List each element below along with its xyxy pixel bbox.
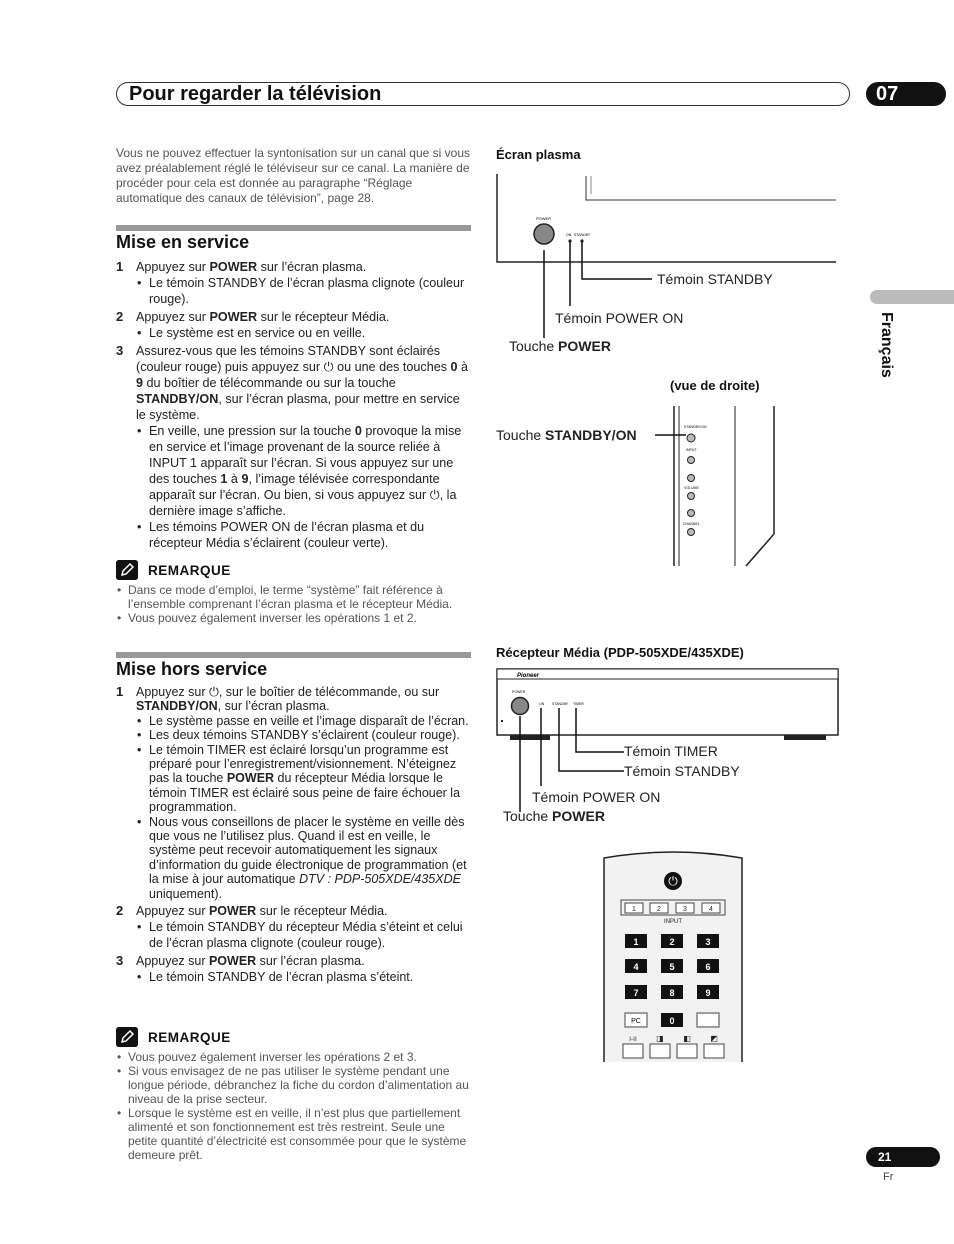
bullet: • Nous vous conseillons de placer le système en veille dès que vous ne l’utilisez plus. Quand il est en veille, le système peut recevoir automatiquement les signaux d’information du guide électronique de programmation (et la mise à jour automatique DTV : PDP-505XDE/435XDE uniquement). xyxy=(136,815,472,901)
svg-text:STANDBY: STANDBY xyxy=(574,233,591,237)
power-icon: ⏻ xyxy=(668,874,678,888)
pencil-icon xyxy=(116,1027,138,1047)
svg-text:ON: ON xyxy=(539,702,545,706)
svg-text:ON: ON xyxy=(566,233,572,237)
step-number: 2 xyxy=(116,309,124,324)
svg-text:PC: PC xyxy=(631,1018,641,1025)
step-number: 3 xyxy=(116,343,124,358)
section-title-mise-en-service: Mise en service xyxy=(116,232,250,252)
svg-text:POWER: POWER xyxy=(512,690,526,694)
section-rule xyxy=(116,652,471,658)
svg-text:6: 6 xyxy=(705,962,711,972)
step-3: 3 Assurez-vous que les témoins STANDBY sont éclairés (couleur rouge) puis appuyez sur ⏻ ou une des touches 0 à 9 du boîtier de télécommande ou sur la touche STANDBY/ON, sur l’écran plasma, pour mettre en service le système. • En veille, une pression sur la touche 0 provoque la mise en service et l’image provenant de la source reliée à INPUT 1 apparaît sur l’écran. Si vous appuyez sur une des touches 1 à 9, l’image télévisée correspondante apparaît sur l’écran. Ou bien, si vous appuyez sur ⏻, la dernière image s’affiche. • Les témoins POWER ON de l’écran plasma et du récepteur Média s’éclairent (couleur verte). xyxy=(116,343,472,551)
bullet: • Les deux témoins STANDBY s’éclairent (couleur rouge). xyxy=(136,728,472,742)
label-timer: Témoin TIMER xyxy=(624,743,718,759)
header-bar xyxy=(116,82,850,106)
page-number: 21 xyxy=(866,1147,940,1167)
label-touche-power-receiver: Touche POWER xyxy=(503,808,605,824)
bullet: • En veille, une pression sur la touche 0 provoque la mise en service et l’image provenant de la source reliée à INPUT 1 apparaît sur l’écran. Si vous appuyez sur une des touches 1 à 9, l’image télévisée correspondante apparaît sur l’écran. Ou bien, si vous appuyez sur ⏻, la dernière image s’affiche. xyxy=(136,423,472,519)
section-title-mise-hors-service: Mise hors service xyxy=(116,659,268,679)
svg-text:3: 3 xyxy=(683,906,687,913)
power-icon: ⏻ xyxy=(429,488,440,502)
right-view-caption: (vue de droite) xyxy=(670,378,760,393)
svg-text:I-II: I-II xyxy=(629,1036,637,1043)
section-rule xyxy=(116,225,471,231)
step-1: 1 Appuyez sur POWER sur l’écran plasma. • Le témoin STANDBY de l’écran plasma clignote (couleur rouge). xyxy=(116,259,472,307)
label-touche-power: Touche POWER xyxy=(509,338,611,354)
svg-text:INPUT: INPUT xyxy=(686,448,697,452)
svg-text:0: 0 xyxy=(669,1016,675,1026)
language-label: Français xyxy=(878,312,895,378)
note-item: • Vous pouvez également inverser les opérations 1 et 2. xyxy=(116,611,474,625)
bullet: • Le système est en service ou en veille. xyxy=(136,325,472,341)
step-number: 1 xyxy=(116,259,124,274)
step-3: 3 Appuyez sur POWER sur l’écran plasma. • Le témoin STANDBY de l’écran plasma s’éteint. xyxy=(116,953,472,985)
bullet: • Les témoins POWER ON de l’écran plasma et du récepteur Média s’éclairent (couleur verte). xyxy=(136,519,472,551)
power-icon: ⏻ xyxy=(323,360,334,374)
notes-list xyxy=(116,583,474,625)
pencil-icon xyxy=(116,560,138,580)
svg-text:2: 2 xyxy=(669,937,675,947)
chapter-number: 07 xyxy=(866,82,946,106)
steps-mise-en-service xyxy=(116,259,472,553)
page-title: Pour regarder la télévision xyxy=(129,83,382,105)
svg-text:4: 4 xyxy=(633,962,639,972)
bullet: • Le témoin TIMER est éclairé lorsqu’un programme est préparé pour l’enregistrement/visionnement. N’éteignez pas la touche POWER du récepteur Média lorsque le témoin TIMER est éclairé sous peine de faire échouer la programmation. xyxy=(136,743,472,815)
svg-text:INPUT: INPUT xyxy=(664,919,682,925)
svg-text:STANDBY: STANDBY xyxy=(552,702,569,706)
step-1: 1 Appuyez sur ⏻, sur le boîtier de télécommande, ou sur STANDBY/ON, sur l’écran plasma. • Le système passe en veille et l’image disparaît de l’écran. • Les deux témoins STANDBY s’éclairent (couleur rouge). • Le témoin TIMER est éclairé lorsqu’un programme est préparé pour l’enregistrement/visionnement. N’éteignez pas la touche POWER du récepteur Média lorsque le témoin TIMER est éclairé sous peine de faire échouer la programmation. • Nous vous conseillons de placer le système en veille dès que vous ne l’utilisez plus. Quand il est en veille, le système peut recevoir automatiquement les signaux d’information du guide électronique de programmation (et la mise à jour automatique DTV : PDP-505XDE/435XDE uniquement). xyxy=(116,685,472,901)
svg-text:7: 7 xyxy=(633,988,639,998)
power-icon: ⏻ xyxy=(208,685,219,699)
svg-text:◨: ◨ xyxy=(656,1034,664,1043)
svg-text:STANDBY/ON: STANDBY/ON xyxy=(684,425,707,429)
svg-text:2: 2 xyxy=(657,906,661,913)
page-language: Fr xyxy=(883,1171,894,1183)
label-touche-standby-on: Touche STANDBY/ON xyxy=(496,427,637,443)
svg-text:VOLUME: VOLUME xyxy=(684,486,699,490)
svg-text:1: 1 xyxy=(632,906,636,913)
svg-text:◧: ◧ xyxy=(683,1034,691,1043)
svg-text:CHANNEL: CHANNEL xyxy=(683,522,700,526)
note-item: • Lorsque le système est en veille, il n’est plus que partiellement alimenté et son fonctionnement est très restreint. Seule une petite quantité d’électricité est consommée pour que le système demeure prêt. xyxy=(116,1106,474,1162)
plasma-side-drawing xyxy=(650,404,780,569)
note-item: • Dans ce mode d’emploi, le terme “système” fait référence à l’ensemble comprenant l’écran plasma et le récepteur Média. xyxy=(116,583,474,611)
bullet: • Le témoin STANDBY de l’écran plasma s’éteint. xyxy=(136,969,472,985)
note-heading: REMARQUE xyxy=(116,1027,316,1049)
svg-text:◩: ◩ xyxy=(710,1034,718,1043)
bullet: • Le témoin STANDBY du récepteur Média s’éteint et celui de l’écran plasma clignote (couleur rouge). xyxy=(136,919,472,951)
label-standby-receiver: Témoin STANDBY xyxy=(624,763,740,779)
svg-text:TIMER: TIMER xyxy=(573,702,584,706)
note-heading: REMARQUE xyxy=(116,560,316,582)
svg-text:5: 5 xyxy=(669,962,675,972)
plasma-caption: Écran plasma xyxy=(496,147,581,162)
svg-text:POWER: POWER xyxy=(536,216,552,221)
notes-list xyxy=(116,1050,474,1162)
label-standby: Témoin STANDBY xyxy=(657,271,773,287)
steps-mise-hors-service xyxy=(116,685,472,987)
svg-text:Pioneer: Pioneer xyxy=(517,673,540,679)
remote-control-drawing xyxy=(603,852,743,1064)
note-item: • Vous pouvez également inverser les opérations 2 et 3. xyxy=(116,1050,474,1064)
svg-text:9: 9 xyxy=(705,988,711,998)
receiver-caption: Récepteur Média (PDP-505XDE/435XDE) xyxy=(496,645,744,660)
bullet: • Le témoin STANDBY de l’écran plasma clignote (couleur rouge). xyxy=(136,275,472,307)
svg-text:3: 3 xyxy=(705,937,711,947)
plasma-leader-lines xyxy=(496,240,656,350)
svg-text:8: 8 xyxy=(669,988,675,998)
label-power-on: Témoin POWER ON xyxy=(555,310,684,326)
note-item: • Si vous envisagez de ne pas utiliser le système pendant une longue période, débranchez la fiche du cordon d’alimentation au niveau de la prise secteur. xyxy=(116,1064,474,1106)
bullet: • Le système passe en veille et l’image disparaît de l’écran. xyxy=(136,714,472,728)
step-2: 2 Appuyez sur POWER sur le récepteur Média. • Le système est en service ou en veille. xyxy=(116,309,472,341)
label-power-on-receiver: Témoin POWER ON xyxy=(532,789,661,805)
intro-paragraph: Vous ne pouvez effectuer la syntonisation sur un canal que si vous avez préalablement réglé le téléviseur sur ce canal. La manière de procéder pour cela est donnée au paragraphe “Réglage automatique des canaux de télévision”, page 28. xyxy=(116,146,471,205)
language-tab xyxy=(870,290,954,304)
svg-text:4: 4 xyxy=(709,906,713,913)
step-2: 2 Appuyez sur POWER sur le récepteur Média. • Le témoin STANDBY du récepteur Média s’éteint et celui de l’écran plasma clignote (couleur rouge). xyxy=(116,903,472,951)
svg-text:1: 1 xyxy=(633,937,639,947)
